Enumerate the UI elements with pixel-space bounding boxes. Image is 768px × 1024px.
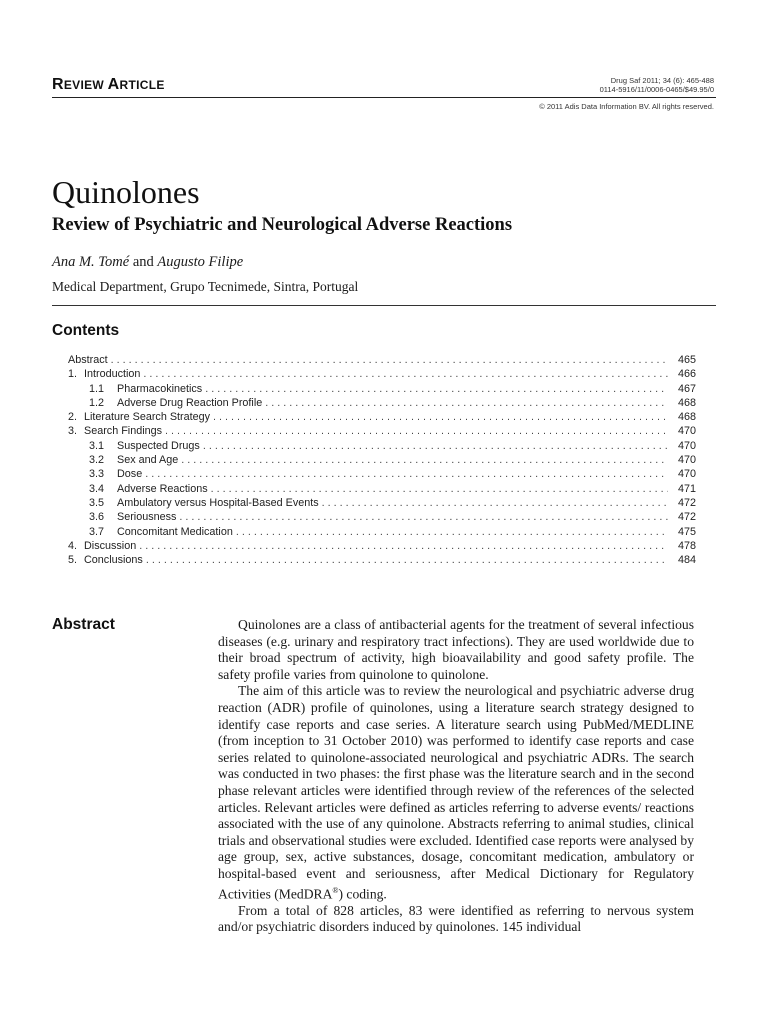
toc-entry-number: 1.	[68, 368, 78, 381]
toc-entry	[68, 453, 696, 467]
toc-entry-label: Seriousness	[117, 511, 177, 524]
toc-entry-label: Abstract	[68, 354, 108, 366]
toc-entry-number: 4.	[68, 539, 78, 552]
abstract-text: The aim of this article was to review the neurological and psychiatric adverse drug reaction (ADR) profile of quinolones, using a literature search strategy designed to identify case reports and case series. A literature search using PubMed/MEDLINE (from inception to 31 October 2010) was performed to identify case reports and case series related to quinolone-associated neurological and psychiatric ADRs. The search was conducted in two phases: the first phase was the literature search and in the second phase relevant articles were identified through review of the references of the selected articles. Relevant articles were defined as articles referring to adverse events/ reactions associated with the use of any quinolone. Abstracts referring to animal studies, clinical trials and observational studies were excluded. Identified case reports were analysed by age group, sex, active substances, dosage, concomitant medication, ambulatory or hospital-based event and seriousness, after Medical Dictionary for Regulatory Activities (MedDRA	[218, 683, 694, 902]
toc-entry	[68, 467, 696, 481]
toc-entry-number: 3.3	[89, 468, 105, 481]
author-name: Ana M. Tomé	[52, 254, 130, 270]
toc-entry-label: Discussion	[84, 539, 137, 552]
toc-entry-page: 468	[677, 411, 696, 424]
toc-entry-label: Introduction	[84, 368, 141, 381]
citation-line: Drug Saf 2011; 34 (6): 465-488	[610, 76, 714, 85]
toc-entry-label: Search Findings	[84, 425, 163, 438]
section-label-rest-1: EVIEW	[63, 78, 105, 92]
toc-entry	[68, 439, 696, 453]
toc-entry	[68, 382, 696, 396]
section-label-initial-1: R	[52, 76, 64, 93]
toc-entry-page: 470	[677, 439, 696, 452]
author-name: Augusto Filipe	[157, 254, 244, 270]
toc-entry	[68, 410, 696, 424]
toc-entry-number: 5.	[68, 554, 78, 567]
article-title: Quinolones	[52, 174, 200, 210]
toc-entry-label: Sex and Age	[117, 454, 179, 467]
toc-entry-label: Adverse Drug Reaction Profile	[117, 396, 263, 409]
toc-entry-page: 465	[677, 354, 696, 366]
toc-leader-dots	[211, 482, 668, 496]
toc-entry-page: 484	[677, 554, 696, 567]
header-divider	[52, 97, 716, 98]
title-divider	[52, 305, 716, 306]
toc-entry-page: 470	[677, 454, 696, 467]
toc-leader-dots	[181, 453, 668, 467]
toc-entry-number: 3.	[68, 425, 78, 438]
toc-entry-number: 2.	[68, 411, 78, 424]
toc-entry-number: 1.2	[89, 396, 105, 409]
toc-entry-label: Concomitant Medication	[117, 525, 233, 538]
toc-leader-dots	[179, 510, 668, 524]
toc-entry-page: 475	[677, 525, 696, 538]
toc-entry	[68, 396, 696, 410]
toc-entry-page: 472	[677, 496, 696, 509]
toc-leader-dots	[236, 525, 668, 539]
toc-entry	[68, 553, 696, 567]
toc-entry-page: 472	[677, 511, 696, 524]
toc-entry-page: 478	[677, 539, 696, 552]
article-subtitle: Review of Psychiatric and Neurological Adverse Reactions	[52, 215, 513, 235]
abstract-text: ) coding.	[338, 886, 387, 902]
toc-entry	[68, 353, 696, 367]
toc-entry-label: Ambulatory versus Hospital-Based Events	[117, 496, 319, 509]
toc-entry-label: Pharmacokinetics	[117, 382, 203, 395]
author-joiner: and	[129, 254, 158, 270]
author-affiliation: Medical Department, Grupo Tecnimede, Sintra, Portugal	[52, 279, 359, 294]
toc-entry-number: 3.2	[89, 454, 105, 467]
abstract-heading: Abstract	[52, 616, 115, 633]
toc-entry	[68, 424, 696, 438]
abstract-paragraph	[218, 683, 694, 902]
toc-leader-dots	[165, 424, 668, 438]
author-list	[52, 252, 243, 272]
toc-entry-number: 3.4	[89, 482, 105, 495]
abstract-paragraph: From a total of 828 articles, 83 were identified as referring to nervous system and/or psychiatric disorders induced by quinolones. 145 individual	[218, 902, 694, 935]
toc-leader-dots	[146, 553, 668, 567]
toc-entry-page: 470	[677, 468, 696, 481]
toc-entry-label: Literature Search Strategy	[84, 411, 211, 424]
toc-leader-dots	[145, 467, 668, 481]
abstract-paragraph: Quinolones are a class of antibacterial agents for the treatment of several infectious diseases (e.g. urinary and respiratory tract infections). They are used worldwide due to their broad spectrum of activity, high bioavailability and good safety profile. The safety profile varies from quinolone to quinolone.	[218, 617, 694, 682]
toc-leader-dots	[203, 439, 668, 453]
toc-entry-number: 3.7	[89, 525, 105, 538]
contents-heading: Contents	[52, 322, 120, 339]
toc-leader-dots	[322, 496, 668, 510]
toc-entry-page: 471	[677, 482, 696, 495]
toc-leader-dots	[213, 410, 668, 424]
toc-leader-dots	[265, 396, 668, 410]
toc-entry-label: Dose	[117, 468, 143, 481]
table-of-contents	[68, 353, 696, 567]
toc-leader-dots	[143, 367, 668, 381]
registered-mark: ®	[332, 885, 339, 895]
toc-entry	[68, 367, 696, 381]
toc-entry	[68, 482, 696, 496]
toc-entry-label: Suspected Drugs	[117, 439, 200, 452]
citation-block	[600, 76, 714, 94]
toc-entry	[68, 525, 696, 539]
section-label-initial-2: A	[107, 76, 120, 93]
toc-leader-dots	[139, 539, 668, 553]
toc-entry-label: Conclusions	[84, 554, 143, 567]
toc-entry-number: 3.6	[89, 511, 105, 524]
issn-line: 0114-5916/11/0006-0465/$49.95/0	[599, 85, 714, 94]
toc-entry-number: 3.5	[89, 496, 105, 509]
toc-entry	[68, 510, 696, 524]
section-label-rest-2: RTICLE	[119, 78, 165, 92]
toc-leader-dots	[205, 382, 668, 396]
toc-entry-page: 470	[677, 425, 696, 438]
abstract-body	[218, 617, 694, 936]
toc-entry-page: 467	[677, 382, 696, 395]
copyright-notice: © 2011 Adis Data Information BV. All rights reserved.	[539, 102, 714, 111]
toc-entry-number: 1.1	[89, 382, 105, 395]
toc-entry-number: 3.1	[89, 439, 105, 452]
toc-entry	[68, 496, 696, 510]
section-label	[52, 76, 165, 94]
toc-leader-dots	[111, 353, 668, 367]
toc-entry-label: Adverse Reactions	[117, 482, 208, 495]
toc-entry-page: 466	[677, 368, 696, 381]
toc-entry	[68, 539, 696, 553]
toc-entry-page: 468	[677, 396, 696, 409]
